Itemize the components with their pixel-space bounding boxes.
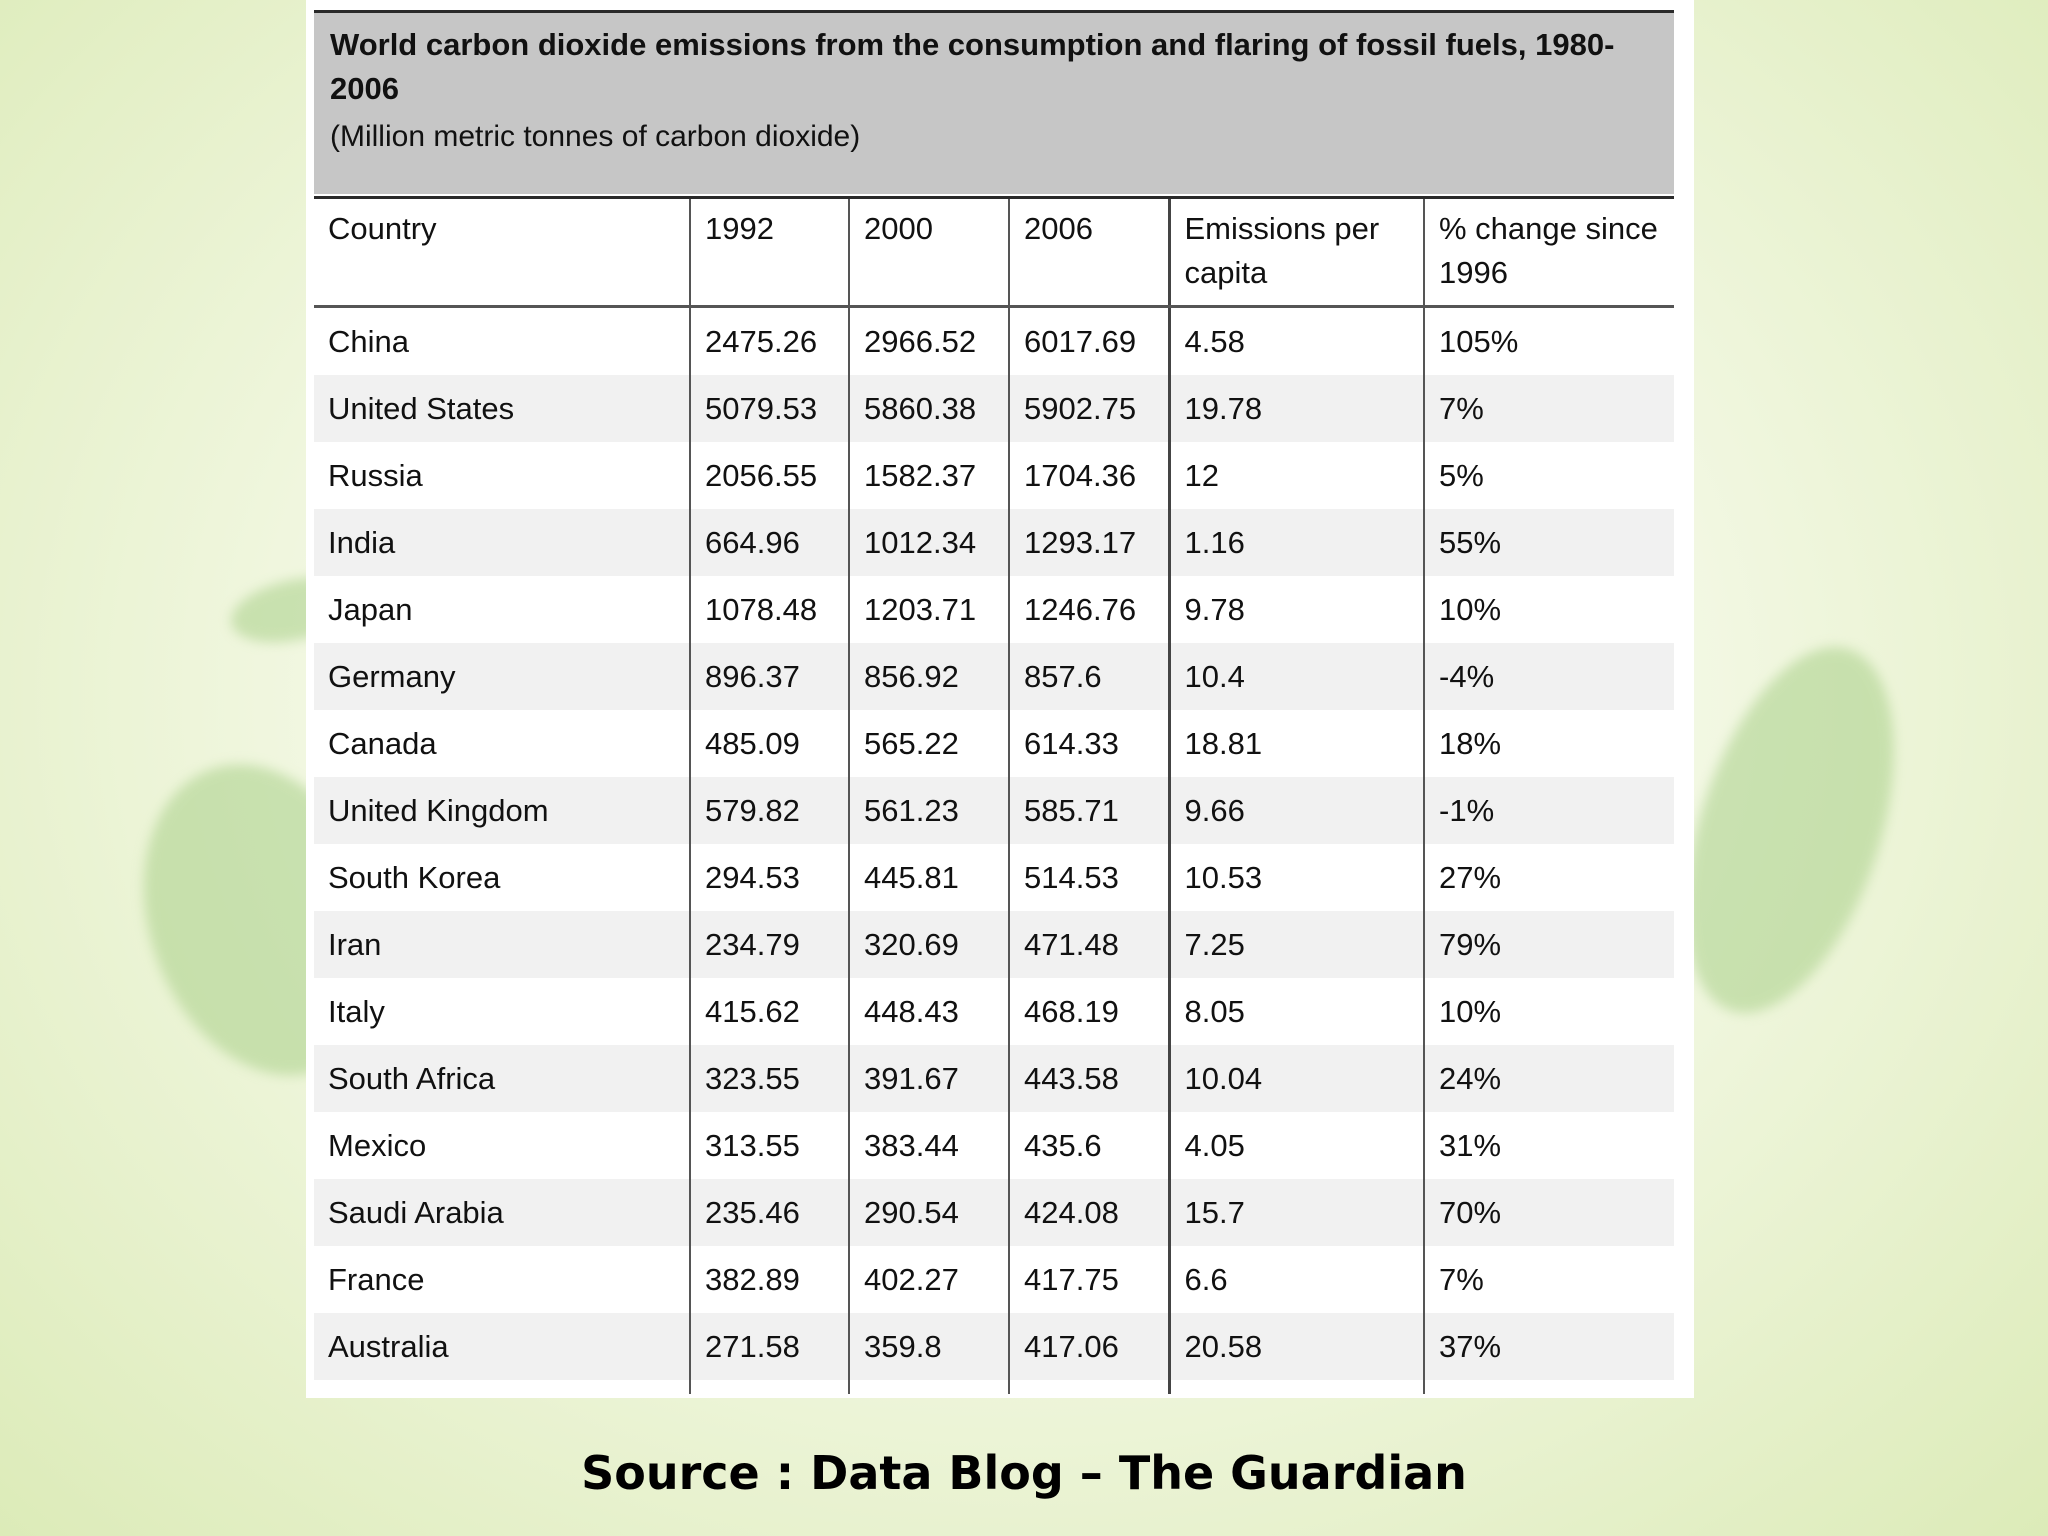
cell-1992: 235.46 (690, 1179, 849, 1246)
cell-2006: 514.53 (1009, 844, 1169, 911)
table-row (314, 1112, 1674, 1179)
table-row (314, 1246, 1674, 1313)
cell-2006: 1246.76 (1009, 576, 1169, 643)
cell-emissions-per-capita: 8.05 (1169, 978, 1424, 1045)
cell-percent-change: 31% (1424, 1112, 1674, 1179)
cell-2000: 448.43 (849, 978, 1009, 1045)
cell-country: United Kingdom (314, 777, 690, 844)
table-row (314, 643, 1674, 710)
source-caption: Source : Data Blog – The Guardian (581, 1446, 1467, 1500)
cell-2006: 6017.69 (1009, 307, 1169, 376)
cell-2000: 1203.71 (849, 576, 1009, 643)
cell-percent-change: 27% (1424, 844, 1674, 911)
header-row (314, 198, 1674, 307)
cell-country: Australia (314, 1313, 690, 1380)
cell-2006: 435.6 (1009, 1112, 1169, 1179)
cell-2006: 424.08 (1009, 1179, 1169, 1246)
cell-2000: 320.69 (849, 911, 1009, 978)
cell-country: India (314, 509, 690, 576)
table-panel (306, 0, 1694, 1398)
spacer-cell (1424, 1380, 1674, 1394)
cell-emissions-per-capita: 9.66 (1169, 777, 1424, 844)
cell-1992: 294.53 (690, 844, 849, 911)
header-1992: 1992 (690, 198, 849, 307)
cell-percent-change: 10% (1424, 978, 1674, 1045)
cell-emissions-per-capita: 4.58 (1169, 307, 1424, 376)
emissions-table (314, 196, 1674, 1394)
header-2000: 2000 (849, 198, 1009, 307)
cell-2006: 614.33 (1009, 710, 1169, 777)
cell-emissions-per-capita: 9.78 (1169, 576, 1424, 643)
cell-emissions-per-capita: 1.16 (1169, 509, 1424, 576)
cell-2000: 2966.52 (849, 307, 1009, 376)
cell-percent-change: 5% (1424, 442, 1674, 509)
cell-1992: 323.55 (690, 1045, 849, 1112)
cell-percent-change: 70% (1424, 1179, 1674, 1246)
cell-2000: 856.92 (849, 643, 1009, 710)
cell-2000: 565.22 (849, 710, 1009, 777)
cell-1992: 382.89 (690, 1246, 849, 1313)
cell-1992: 2056.55 (690, 442, 849, 509)
cell-1992: 313.55 (690, 1112, 849, 1179)
cell-2006: 443.58 (1009, 1045, 1169, 1112)
cell-percent-change: 55% (1424, 509, 1674, 576)
cell-2006: 1293.17 (1009, 509, 1169, 576)
cell-2006: 585.71 (1009, 777, 1169, 844)
cell-country: China (328, 324, 409, 359)
cell-2000: 402.27 (849, 1246, 1009, 1313)
spacer-cell (849, 1380, 1009, 1394)
cell-emissions-per-capita: 15.7 (1169, 1179, 1424, 1246)
cell-percent-change: 10% (1424, 576, 1674, 643)
cell-1992: 234.79 (690, 911, 849, 978)
cell-2000: 383.44 (849, 1112, 1009, 1179)
cell-2000: 445.81 (849, 844, 1009, 911)
cell-2006: 1704.36 (1009, 442, 1169, 509)
cell-2006: 417.75 (1009, 1246, 1169, 1313)
cell-country: Russia (328, 458, 423, 493)
cell-country: Japan (328, 592, 413, 627)
cell-1992: 1078.48 (690, 576, 849, 643)
table-row (314, 509, 1674, 576)
cell-emissions-per-capita: 7.25 (1169, 911, 1424, 978)
table-row (314, 978, 1674, 1045)
cell-1992: 271.58 (690, 1313, 849, 1380)
title-box (314, 10, 1674, 194)
cell-emissions-per-capita: 19.78 (1169, 375, 1424, 442)
cell-emissions-per-capita: 18.81 (1169, 710, 1424, 777)
cell-1992: 2475.26 (690, 307, 849, 376)
table-row (314, 375, 1674, 442)
table-title: World carbon dioxide emissions from the consumption and flaring of fossil fuels, 1980-2006 (330, 27, 1615, 106)
table-body (314, 307, 1674, 1395)
table-row (314, 1045, 1674, 1112)
cell-percent-change: 37% (1424, 1313, 1674, 1380)
cell-2000: 391.67 (849, 1045, 1009, 1112)
cell-percent-change: 24% (1424, 1045, 1674, 1112)
table-row (314, 911, 1674, 978)
table-row (314, 307, 1674, 376)
table-row (314, 1313, 1674, 1380)
cell-2006: 5902.75 (1009, 375, 1169, 442)
header-percent-change: % change since 1996 (1424, 198, 1674, 307)
cell-1992: 485.09 (690, 710, 849, 777)
spacer-cell (1169, 1380, 1424, 1394)
header-country: Country (314, 198, 690, 307)
cell-emissions-per-capita: 10.4 (1169, 643, 1424, 710)
cell-country: South Africa (314, 1045, 690, 1112)
cell-2000: 1012.34 (849, 509, 1009, 576)
cell-country: United States (314, 375, 690, 442)
cell-2006: 468.19 (1009, 978, 1169, 1045)
cell-emissions-per-capita: 12 (1169, 442, 1424, 509)
cell-2000: 1582.37 (849, 442, 1009, 509)
table-row (314, 576, 1674, 643)
cell-emissions-per-capita: 4.05 (1169, 1112, 1424, 1179)
cell-2000: 561.23 (849, 777, 1009, 844)
cell-2006: 471.48 (1009, 911, 1169, 978)
table-row (314, 777, 1674, 844)
header-emissions-per-capita: Emissions per capita (1169, 198, 1424, 307)
cell-emissions-per-capita: 6.6 (1169, 1246, 1424, 1313)
table-row (314, 844, 1674, 911)
cell-percent-change: 18% (1424, 710, 1674, 777)
spacer-cell (1009, 1380, 1169, 1394)
cell-country: France (328, 1262, 425, 1297)
cell-country: Canada (328, 726, 437, 761)
cell-percent-change: 79% (1424, 911, 1674, 978)
cell-1992: 664.96 (690, 509, 849, 576)
cell-country: Germany (314, 643, 690, 710)
cell-country: Iran (314, 911, 690, 978)
cell-country: Saudi Arabia (314, 1179, 690, 1246)
cell-2000: 290.54 (849, 1179, 1009, 1246)
cell-country: South Korea (328, 860, 501, 895)
cell-percent-change: -1% (1424, 777, 1674, 844)
table-bottom-spacer (314, 1380, 1674, 1394)
cell-2006: 857.6 (1009, 643, 1169, 710)
cell-2000: 5860.38 (849, 375, 1009, 442)
header-2006: 2006 (1009, 198, 1169, 307)
cell-1992: 415.62 (690, 978, 849, 1045)
cell-percent-change: 7% (1424, 1246, 1674, 1313)
cell-1992: 5079.53 (690, 375, 849, 442)
table-row (314, 1179, 1674, 1246)
cell-country: Italy (328, 994, 385, 1029)
cell-2006: 417.06 (1009, 1313, 1169, 1380)
cell-1992: 896.37 (690, 643, 849, 710)
cell-percent-change: 105% (1424, 307, 1674, 376)
cell-emissions-per-capita: 20.58 (1169, 1313, 1424, 1380)
cell-1992: 579.82 (690, 777, 849, 844)
table-subtitle: (Million metric tonnes of carbon dioxide) (330, 120, 861, 153)
spacer-cell (314, 1380, 690, 1394)
cell-emissions-per-capita: 10.04 (1169, 1045, 1424, 1112)
cell-percent-change: -4% (1424, 643, 1674, 710)
spacer-cell (690, 1380, 849, 1394)
cell-country: Mexico (328, 1128, 427, 1163)
table-row (314, 442, 1674, 509)
table-row (314, 710, 1674, 777)
cell-percent-change: 7% (1424, 375, 1674, 442)
cell-2000: 359.8 (849, 1313, 1009, 1380)
cell-emissions-per-capita: 10.53 (1169, 844, 1424, 911)
